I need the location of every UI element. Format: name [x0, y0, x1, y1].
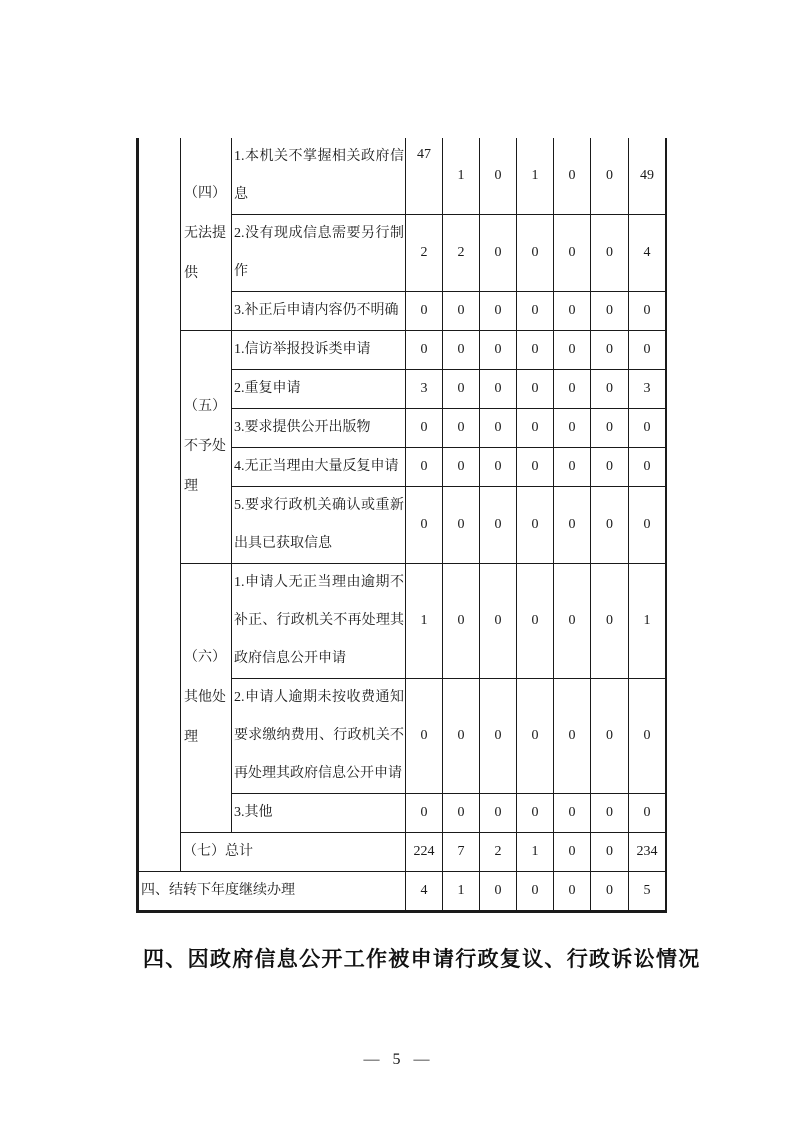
value-cell: 0 [517, 409, 554, 448]
value-cell: 0 [480, 292, 517, 331]
value-cell: 0 [554, 564, 591, 679]
carryover-row [139, 872, 666, 911]
value-cell: 0 [517, 292, 554, 331]
value-cell: 3 [629, 370, 666, 409]
category-label: （四）无法提供 [184, 186, 226, 281]
value-cell: 0 [517, 794, 554, 833]
value-cell: 0 [443, 448, 480, 487]
table-row [139, 564, 666, 679]
value-cell: 0 [443, 331, 480, 370]
value-cell: 0 [629, 292, 666, 331]
value-cell: 0 [406, 409, 443, 448]
value-cell: 0 [443, 292, 480, 331]
value-cell: 0 [554, 794, 591, 833]
value-cell: 0 [480, 215, 517, 292]
value-cell: 0 [517, 487, 554, 564]
value-cell: 0 [554, 215, 591, 292]
value-cell: 49 [629, 138, 666, 215]
category-cell [181, 564, 232, 833]
value-cell: 7 [443, 833, 480, 872]
value-cell: 0 [443, 487, 480, 564]
value-cell: 0 [591, 409, 629, 448]
value-cell: 0 [480, 487, 517, 564]
value-cell: 0 [591, 331, 629, 370]
value-cell: 0 [480, 138, 517, 215]
value-cell: 0 [554, 833, 591, 872]
value-cell: 2 [480, 833, 517, 872]
value-cell: 4 [629, 215, 666, 292]
value-cell: 0 [443, 679, 480, 794]
value-cell: 0 [591, 138, 629, 215]
value-cell: 1 [629, 564, 666, 679]
value-cell: 0 [591, 833, 629, 872]
value-cell: 0 [480, 564, 517, 679]
total-row [139, 833, 666, 872]
value-cell: 4 [406, 872, 443, 911]
carryover-label-cell: 四、结转下年度继续办理 [139, 872, 406, 911]
row-label-cell: 1.申请人无正当理由逾期不补正、行政机关不再处理其政府信息公开申请 [232, 564, 406, 679]
value-cell: 0 [443, 794, 480, 833]
value-cell: 0 [591, 794, 629, 833]
value-cell: 0 [629, 448, 666, 487]
value-cell: 1 [443, 872, 480, 911]
row-label-cell: 3.其他 [232, 794, 406, 833]
row-label-cell: 2.没有现成信息需要另行制作 [232, 215, 406, 292]
value-cell: 0 [406, 331, 443, 370]
value-cell: 0 [517, 679, 554, 794]
category-cell [181, 138, 232, 331]
value-cell: 0 [517, 872, 554, 911]
value-cell: 0 [443, 409, 480, 448]
value-cell: 0 [406, 448, 443, 487]
value-cell: 224 [406, 833, 443, 872]
value-cell: 0 [480, 679, 517, 794]
information-disclosure-statistics-table [136, 138, 667, 913]
value-cell: 234 [629, 833, 666, 872]
value-cell: 2 [443, 215, 480, 292]
value-cell: 0 [591, 487, 629, 564]
value-cell: 0 [554, 409, 591, 448]
value-cell: 0 [480, 794, 517, 833]
value-cell: 0 [591, 292, 629, 331]
value-cell: 1 [406, 564, 443, 679]
value-cell: 3 [406, 370, 443, 409]
value-cell: 0 [591, 215, 629, 292]
value-cell: 0 [406, 292, 443, 331]
value-cell: 0 [629, 331, 666, 370]
row-label-cell: 5.要求行政机关确认或重新出具已获取信息 [232, 487, 406, 564]
value-cell: 0 [517, 215, 554, 292]
section-heading: 四、因政府信息公开工作被申请行政复议、行政诉讼情况 [143, 948, 701, 971]
value-cell: 0 [554, 331, 591, 370]
value-cell: 0 [480, 409, 517, 448]
table-row [139, 138, 666, 215]
value-cell: 0 [406, 794, 443, 833]
value-cell: 0 [591, 564, 629, 679]
value-cell: 0 [443, 564, 480, 679]
value-cell: 0 [554, 292, 591, 331]
value-cell: 0 [554, 487, 591, 564]
value-cell: 0 [554, 679, 591, 794]
continued-category-cell [139, 138, 181, 872]
value-cell: 0 [591, 679, 629, 794]
value-cell: 0 [591, 448, 629, 487]
table-row [139, 331, 666, 370]
category-cell [181, 331, 232, 564]
value-cell: 0 [629, 409, 666, 448]
value-cell: 0 [517, 331, 554, 370]
row-label-cell: 2.重复申请 [232, 370, 406, 409]
value-cell: 0 [629, 794, 666, 833]
page-number: — 5 — [363, 1051, 430, 1068]
value-cell: 1 [517, 138, 554, 215]
value-cell: 0 [554, 370, 591, 409]
value-cell: 0 [517, 370, 554, 409]
row-label-cell: 3.补正后申请内容仍不明确 [232, 292, 406, 331]
value-cell: 1 [443, 138, 480, 215]
value-cell: 47 [406, 138, 443, 215]
row-label-cell: 2.申请人逾期未按收费通知要求缴纳费用、行政机关不再处理其政府信息公开申请 [232, 679, 406, 794]
category-label: （五）不予处理 [184, 399, 226, 494]
statistics-table [138, 138, 666, 911]
row-label-cell: 1.信访举报投诉类申请 [232, 331, 406, 370]
value-cell: 0 [406, 679, 443, 794]
value-cell: 0 [554, 872, 591, 911]
value-cell: 0 [591, 370, 629, 409]
value-cell: 0 [591, 872, 629, 911]
category-label: （六）其他处理 [184, 650, 226, 745]
value-cell: 0 [554, 448, 591, 487]
value-cell: 0 [480, 331, 517, 370]
value-cell: 1 [517, 833, 554, 872]
value-cell: 0 [406, 487, 443, 564]
value-cell: 0 [629, 679, 666, 794]
value-cell: 0 [443, 370, 480, 409]
value-cell: 5 [629, 872, 666, 911]
value-cell: 0 [629, 487, 666, 564]
value-cell: 0 [480, 448, 517, 487]
row-label-cell: 4.无正当理由大量反复申请 [232, 448, 406, 487]
value-cell: 2 [406, 215, 443, 292]
total-label-cell: （七）总计 [181, 833, 406, 872]
row-label-cell: 1.本机关不掌握相关政府信息 [232, 138, 406, 215]
value-cell: 0 [554, 138, 591, 215]
value-cell: 0 [517, 448, 554, 487]
value-cell: 0 [480, 370, 517, 409]
value-cell: 0 [480, 872, 517, 911]
row-label-cell: 3.要求提供公开出版物 [232, 409, 406, 448]
value-cell: 0 [517, 564, 554, 679]
